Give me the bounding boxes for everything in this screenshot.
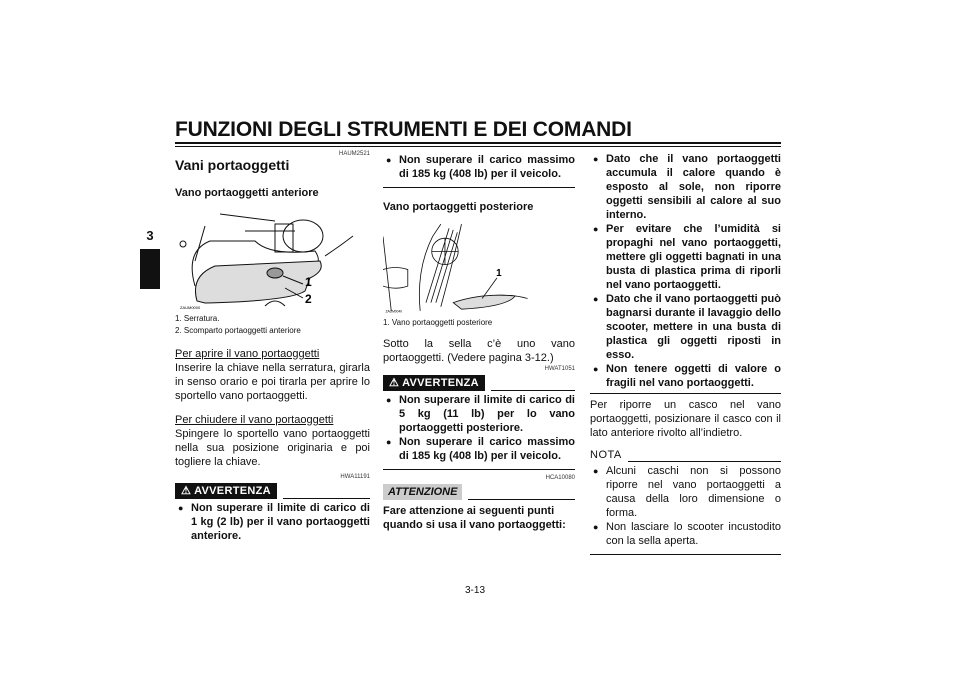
warning-code: HWA11191 [340,474,370,480]
subheading-front: Vano portaoggetti anteriore [175,187,319,199]
close-text: Spingere lo sportello vano portaoggetti nella sua posizione originaria e poi togliere la chiave. [175,428,370,468]
ref-code: HAUM2521 [338,151,370,157]
page-title: FUNZIONI DEGLI STRUMENTI E DEI COMANDI [175,118,632,141]
warning-icon: ⚠ [181,485,195,497]
note-label: NOTA [590,449,622,461]
caution-item: ● Per evitare che l’umidità si propaghi nel vano portaoggetti, mettere gli oggetti bagnati in una busta di plastica prima di riporli nel vano portaoggetti. [590,222,781,292]
warning-code: HWAT1051 [544,366,575,372]
section-heading: Vani portaoggetti [175,157,290,173]
caption-1: 1. Serratura. [175,314,220,323]
caption-1: 1. Vano portaoggetti posteriore [383,318,493,327]
title-rule-thin [175,146,781,147]
body-text: Per riporre un casco nel vano portaoggetti, posizionare il casco con il lato anteriore rivolto all’indietro. [590,399,781,439]
rear-compartment-illustration [383,220,575,315]
warning-item: ● Non superare il limite di carico di 1 kg (2 lb) per il vano portaoggetti anteriore. [175,501,370,543]
caution-text: Fare attenzione ai seguenti punti quando si usa il vano portaoggetti: [383,505,566,531]
title-rule [175,142,781,144]
note-header [590,448,781,462]
divider [590,554,781,555]
close-title: Per chiudere il vano portaoggetti [175,414,334,426]
caution-code: HCA10080 [545,475,575,481]
subheading-rear: Vano portaoggetti posteriore [383,201,534,213]
body-text: Sotto la sella c’è uno vano portaoggetti. (Vedere pagina 3-12.) [383,338,575,364]
caution-item: ● Dato che il vano portaoggetti accumula il calore quando è esposto al sole, non riporre oggetti sensibili al calore al suo interno. [590,152,781,222]
column-3 [590,150,781,555]
warning-header [383,375,575,391]
front-compartment-illustration [175,206,370,311]
figure-id: ZAUM0000 [180,305,201,310]
open-title: Per aprire il vano portaoggetti [175,348,320,360]
callout-1: 1 [305,275,312,289]
warning-label: ⚠ AVVERTENZA [175,483,277,499]
warning-label: ⚠ AVVERTENZA [383,375,485,391]
column-2 [383,150,575,532]
caution-header [383,484,575,500]
warning-item: ● Non superare il carico massimo di 185 kg (408 lb) per il veicolo. [383,153,575,181]
warning-item: ● Non superare il limite di carico di 5 kg (11 lb) per lo vano portaoggetti posteriore. [383,393,575,435]
caution-item: ● Dato che il vano portaoggetti può bagnarsi durante il lavaggio dello scooter, mettere in una busta di plastica gli oggetti riposti in esso. [590,292,781,362]
note-item: ● Alcuni caschi non si possono riporre nel vano portaoggetti a causa della loro dimensione o forma. [590,464,781,520]
note-item: ● Non lasciare lo scooter incustodito con la sella aperta. [590,520,781,548]
column-1 [175,150,370,543]
warning-header [175,483,370,499]
warning-item: ● Non superare il carico massimo di 185 kg (408 lb) per il veicolo. [383,435,575,463]
divider [383,469,575,470]
caution-item: ● Non tenere oggetti di valore o fragili nel vano portaoggetti. [590,362,781,390]
callout-2: 2 [305,292,312,306]
chapter-number: 3 [146,228,154,243]
page-number: 3-13 [465,585,486,596]
warning-icon: ⚠ [389,377,403,389]
caption-2: 2. Scomparto portaoggetti anteriore [175,326,301,335]
callout-1: 1 [496,268,502,280]
figure-id: ZAUM0040 [385,309,403,314]
caution-label: ATTENZIONE [383,484,462,500]
open-text: Inserire la chiave nella serratura, girarla in senso orario e poi tirarla per aprire lo sportello vano portaoggetti. [175,362,370,402]
chapter-tab [140,249,160,289]
